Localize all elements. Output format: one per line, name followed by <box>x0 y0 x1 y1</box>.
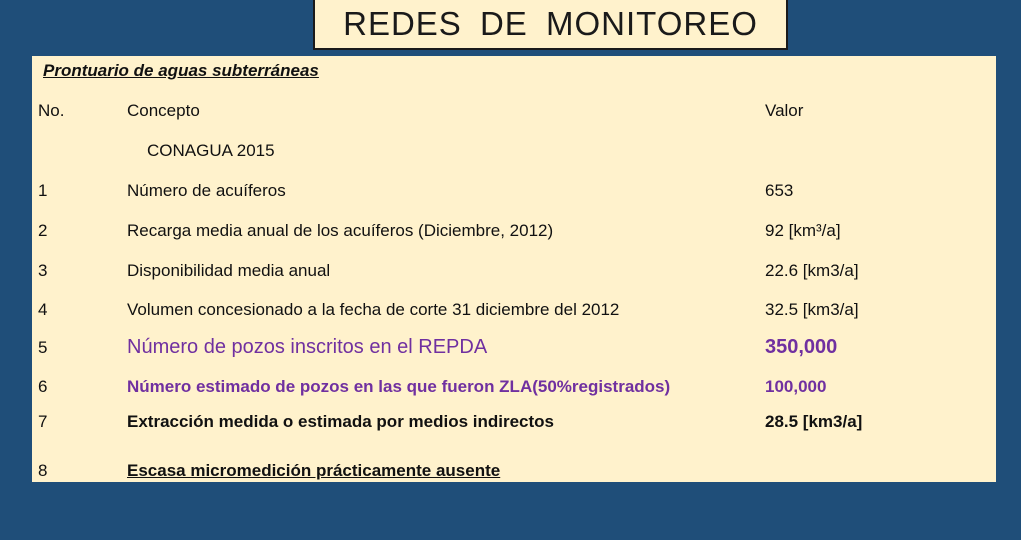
header-no: No. <box>38 101 65 120</box>
table-row-concepto: Recarga media anual de los acuíferos (Diciembre, 2012) <box>127 221 554 240</box>
table-row-no: 7 <box>38 412 48 431</box>
table-row-concepto: Número estimado de pozos en las que fueron ZLA(50%registrados) <box>127 377 671 396</box>
table-row-no: 2 <box>38 221 48 240</box>
table-row-concepto: Extracción medida o estimada por medios indirectos <box>127 412 555 431</box>
table-row-no: 1 <box>38 181 48 200</box>
table-row-no: 5 <box>38 338 48 357</box>
table-row-concepto: Escasa micromedición prácticamente ausente <box>127 461 501 480</box>
table-row-valor: 32.5 [km3/a] <box>765 300 859 319</box>
header-valor: Valor <box>765 101 804 120</box>
table-row-no: 4 <box>38 300 48 319</box>
table-row-no: 8 <box>38 461 48 480</box>
header-concepto: Concepto <box>127 101 200 120</box>
table-sheet <box>32 56 996 482</box>
table-row-valor: 100,000 <box>765 377 827 396</box>
page-title: REDES DE MONITOREO <box>313 0 788 50</box>
table-row-valor: 350,000 <box>765 336 838 358</box>
table-row-concepto: Disponibilidad media anual <box>127 261 331 280</box>
table-row-no: 6 <box>38 377 48 396</box>
table-row-valor: 28.5 [km3/a] <box>765 412 863 431</box>
subtitle: Prontuario de aguas subterráneas <box>43 61 319 80</box>
table-row-concepto: Número de pozos inscritos en el REPDA <box>127 336 488 358</box>
source-label: CONAGUA 2015 <box>147 141 275 160</box>
table-row-concepto: Número de acuíferos <box>127 181 286 200</box>
table-row-valor: 22.6 [km3/a] <box>765 261 859 280</box>
table-row-valor: 653 <box>765 181 794 200</box>
table-row-valor: 92 [km³/a] <box>765 221 841 240</box>
table-row-no: 3 <box>38 261 48 280</box>
table-row-concepto: Volumen concesionado a la fecha de corte 31 diciembre del 2012 <box>127 300 620 319</box>
